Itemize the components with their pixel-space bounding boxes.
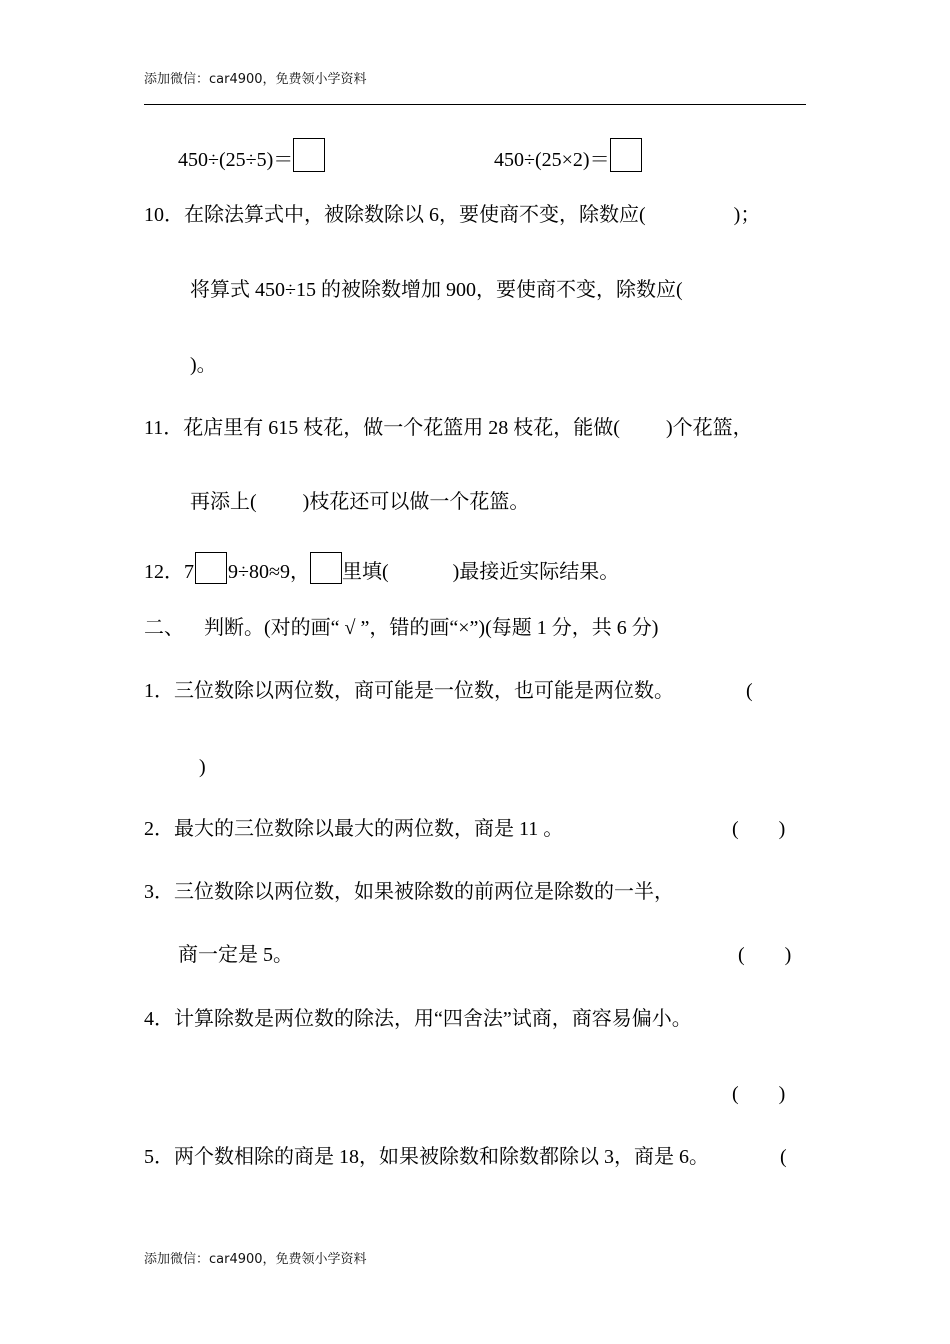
judge-5 (144, 1145, 709, 1169)
question-text: 再添上( (190, 491, 257, 513)
digit-box[interactable] (195, 552, 227, 584)
equation-left (178, 138, 325, 172)
section-title: 判断。(对的画“ √ ”，错的画“×”)(每题 1 分，共 6 分) (204, 617, 659, 639)
page-footer: 添加微信：car4900，免费领小学资料 (144, 1252, 367, 1267)
judge-4-answer[interactable]: ( ) (732, 1083, 786, 1105)
question-text: )枝花还可以做一个花篮。 (302, 491, 530, 513)
question-number: 1． (144, 680, 174, 702)
question-number: 11． (144, 417, 184, 439)
question-text: 里填( (341, 561, 389, 583)
judge-3-answer[interactable]: ( ) (738, 944, 792, 966)
question-10-line2: 将算式 450÷15 的被除数增加 900，要使商不变，除数应( (190, 279, 683, 301)
question-text: 在除法算式中，被除数除以 6，要使商不变，除数应( (184, 204, 646, 226)
question-number: 4． (144, 1008, 174, 1030)
question-text: 计算除数是两位数的除法，用“四舍法”试商，商容易偏小。 (174, 1008, 692, 1030)
equation-right-text: 450÷(25×2)＝ (494, 149, 610, 171)
page-header: 添加微信：car4900，免费领小学资料 (144, 72, 367, 87)
question-text: 花店里有 615 枝花，做一个花篮用 28 枝花，能做( (183, 417, 620, 439)
question-text: 两个数相除的商是 18，如果被除数和除数都除以 3，商是 6。 (174, 1146, 709, 1168)
question-number: 10． (144, 204, 184, 226)
question-number: 5． (144, 1146, 174, 1168)
question-11-line2 (190, 490, 529, 514)
question-text: )最接近实际结果。 (452, 561, 620, 583)
question-text: 9÷80≈9， (228, 561, 310, 583)
equation-left-text: 450÷(25÷5)＝ (178, 149, 294, 171)
question-text: )个花篮， (665, 417, 753, 439)
question-text: 三位数除以两位数，商可能是一位数，也可能是两位数。 (174, 680, 674, 702)
answer-box[interactable] (610, 138, 642, 172)
question-10-line1 (144, 203, 760, 227)
header-rule (144, 104, 806, 105)
question-11-line1 (144, 416, 753, 440)
question-text: )； (733, 204, 761, 226)
question-10-line3: )。 (190, 354, 217, 376)
section-number: 二、 (144, 617, 184, 639)
question-number: 12． (144, 561, 184, 583)
judge-2-answer[interactable]: ( ) (732, 818, 786, 840)
judge-3-line2: 商一定是 5。 (178, 944, 293, 966)
question-number: 2． (144, 818, 174, 840)
equation-right (494, 138, 642, 172)
judge-4 (144, 1007, 692, 1031)
digit-box-reference (310, 552, 342, 584)
question-text: 最大的三位数除以最大的两位数，商是 11 。 (174, 818, 564, 840)
question-text: 7 (184, 561, 194, 583)
answer-box[interactable] (293, 138, 325, 172)
judge-1 (144, 679, 674, 703)
judge-1-paren-close[interactable]: ) (199, 756, 206, 778)
section-2-heading (144, 616, 658, 640)
judge-5-paren-open[interactable]: ( (780, 1146, 787, 1168)
judge-2 (144, 817, 563, 841)
question-12 (144, 552, 619, 584)
question-text: 三位数除以两位数，如果被除数的前两位是除数的一半， (174, 881, 674, 903)
question-number: 3． (144, 881, 174, 903)
judge-3-line1 (144, 880, 674, 904)
judge-1-paren-open[interactable]: ( (746, 680, 753, 702)
